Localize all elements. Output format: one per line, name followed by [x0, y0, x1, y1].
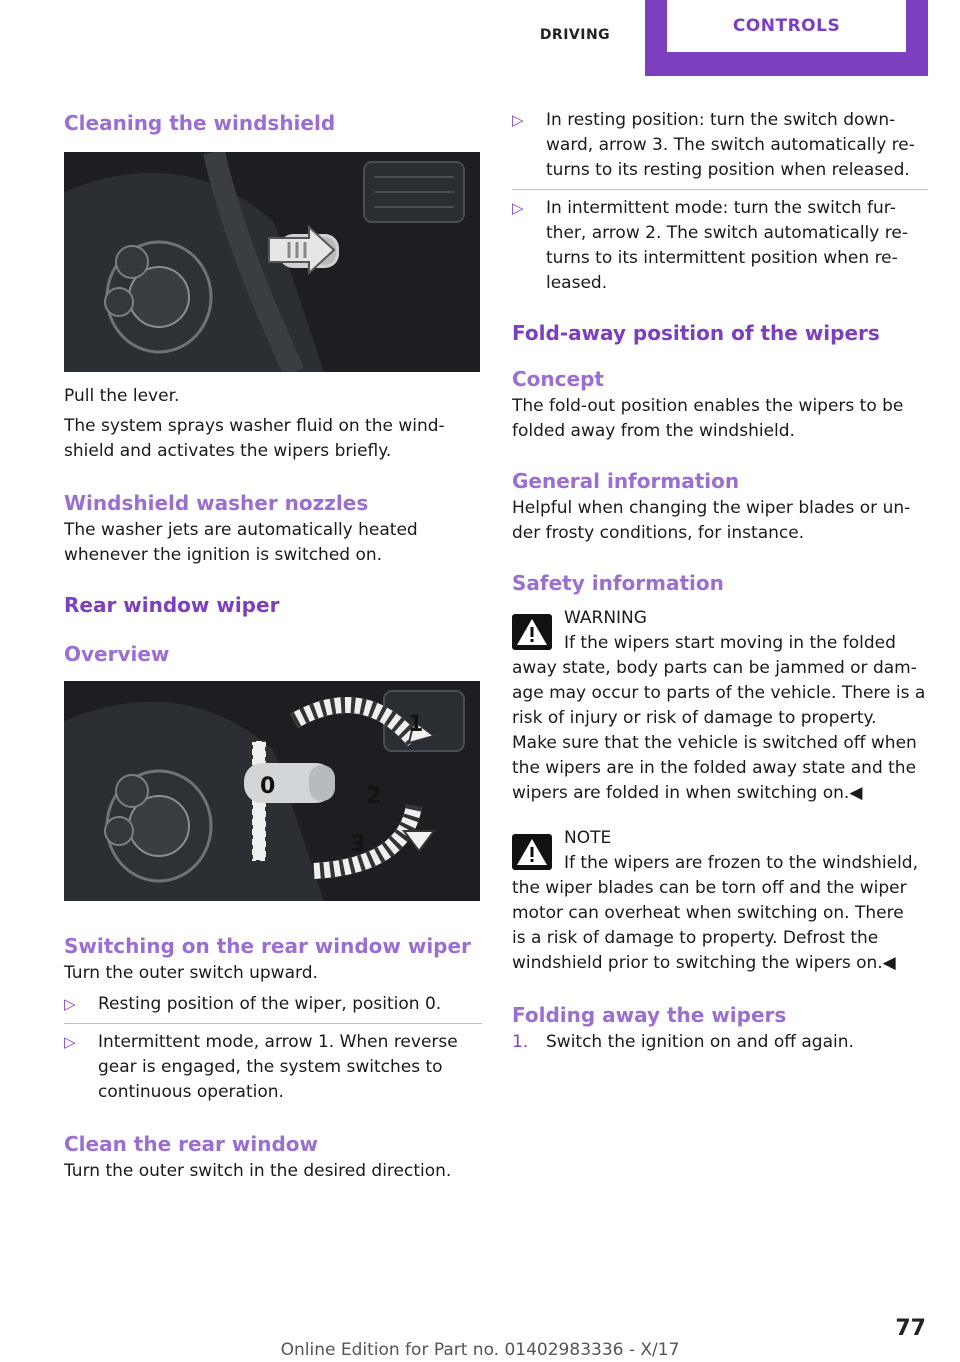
arrow-label-1: 1: [408, 712, 424, 737]
online-edition-note: Online Edition for Part no. 01402983336 - X/17: [280, 1340, 680, 1360]
heading-safety-information: Safety information: [512, 571, 724, 595]
steering-column-illustration: [64, 152, 480, 372]
arrow-label-2: 2: [366, 784, 382, 809]
bullet-text: In resting position: turn the switch down-: [546, 110, 896, 130]
step-text: Switch the ignition on and off again.: [546, 1032, 854, 1052]
bullet-text: In intermittent mode: turn the switch fur-: [546, 198, 896, 218]
warning-text: [512, 656, 928, 806]
tab-driving[interactable]: DRIVING: [539, 27, 611, 43]
bullet-text: continuous operation.: [98, 1082, 284, 1102]
note-label: NOTE: [564, 828, 612, 848]
left-column: [64, 108, 482, 1184]
heading-overview: Overview: [64, 642, 170, 666]
bullet-text: leased.: [546, 273, 608, 293]
warning-first-line: If the wipers start moving in the folded: [564, 633, 896, 653]
chapter-tabs: [505, 0, 928, 76]
heading-general-information: General information: [512, 469, 740, 493]
warning-line: Make sure that the vehicle is switched off when: [512, 733, 917, 753]
triangle-bullet-icon: ▷: [64, 1033, 76, 1051]
switch-bullets: [512, 108, 928, 296]
text-concept-line-1: The fold-out position enables the wipers to be: [512, 396, 904, 416]
bullet-text: ward, arrow 3. The switch automatically re-: [546, 135, 915, 155]
text-jets-line-1: The washer jets are automatically heated: [64, 520, 418, 540]
note-line: the wiper blades can be torn off and the wiper: [512, 878, 907, 898]
bullet-text: Intermittent mode, arrow 1. When reverse: [98, 1032, 458, 1052]
warning-line: wipers are folded in when switching on.◀: [512, 783, 863, 803]
tab-controls-label: CONTROLS: [667, 0, 906, 52]
note-line: windshield prior to switching the wipers on.◀: [512, 953, 896, 973]
bullet-text: gear is engaged, the system switches to: [98, 1057, 443, 1077]
note-line: is a risk of damage to property. Defrost the: [512, 928, 879, 948]
heading-foldaway-position: Fold-away position of the wipers: [512, 321, 880, 345]
page-number: 77: [895, 1316, 926, 1341]
text-general-line-2: der frosty conditions, for instance.: [512, 523, 805, 543]
position-label-0: 0: [260, 774, 276, 799]
bullet-text: turns to its resting position when released.: [546, 160, 910, 180]
tab-controls[interactable]: [645, 0, 928, 76]
right-column: [512, 108, 928, 1055]
arrow-label-3: 3: [350, 832, 366, 857]
folding-steps: [512, 1030, 928, 1055]
heading-switching-on-rear-wiper: Switching on the rear window wiper: [64, 934, 471, 958]
text-sprays-line-1: The system sprays washer fluid on the wind-: [64, 416, 445, 436]
list-item: [64, 1030, 482, 1105]
rear-wiper-switch-figure: [64, 681, 480, 901]
heading-concept: Concept: [512, 367, 604, 391]
windshield-lever-figure: [64, 152, 480, 372]
bullet-text: ther, arrow 2. The switch automatically re-: [546, 223, 908, 243]
list-divider: [512, 189, 928, 190]
list-divider: [64, 1023, 482, 1024]
note-line: motor can overheat when switching on. There: [512, 903, 904, 923]
heading-rear-window-wiper: Rear window wiper: [64, 593, 280, 617]
heading-cleaning-windshield: Cleaning the windshield: [64, 111, 336, 135]
step-number: 1.: [512, 1032, 529, 1052]
warning-line: risk of injury or risk of damage to property.: [512, 708, 877, 728]
heading-washer-nozzles: Windshield washer nozzles: [64, 491, 369, 515]
warning-line: age may occur to parts of the vehicle. There is a: [512, 683, 926, 703]
note-notice: [512, 826, 928, 976]
warning-line: the wipers are in the folded away state and the: [512, 758, 917, 778]
triangle-bullet-icon: ▷: [512, 111, 524, 129]
note-text: [512, 876, 928, 976]
triangle-bullet-icon: ▷: [64, 995, 76, 1013]
text-pull-lever: Pull the lever.: [64, 386, 180, 406]
text-general-line-1: Helpful when changing the wiper blades or un-: [512, 498, 911, 518]
heading-folding-away-wipers: Folding away the wipers: [512, 1003, 787, 1027]
text-turn-upward: Turn the outer switch upward.: [64, 963, 318, 983]
triangle-bullet-icon: ▷: [512, 199, 524, 217]
warning-notice: [512, 606, 928, 806]
warning-label: WARNING: [564, 608, 647, 628]
text-sprays-line-2: shield and activates the wipers briefly.: [64, 441, 392, 461]
heading-clean-rear-window: Clean the rear window: [64, 1132, 318, 1156]
warning-triangle-icon: [512, 614, 552, 650]
bullet-text: Resting position of the wiper, position 0.: [98, 994, 442, 1014]
rear-wiper-illustration: [64, 681, 480, 901]
list-item: [512, 196, 928, 296]
text-concept-line-2: folded away from the windshield.: [512, 421, 795, 441]
note-triangle-icon: [512, 834, 552, 870]
list-item: [64, 992, 482, 1017]
text-jets-line-2: whenever the ignition is switched on.: [64, 545, 383, 565]
rear-wiper-bullets: [64, 992, 482, 1105]
warning-line: away state, body parts can be jammed or dam-: [512, 658, 917, 678]
list-item: [512, 1030, 928, 1055]
bullet-text: turns to its intermittent position when re-: [546, 248, 898, 268]
note-first-line: If the wipers are frozen to the windshield,: [564, 853, 918, 873]
text-turn-outer: Turn the outer switch in the desired direction.: [64, 1161, 452, 1181]
list-item: [512, 108, 928, 183]
